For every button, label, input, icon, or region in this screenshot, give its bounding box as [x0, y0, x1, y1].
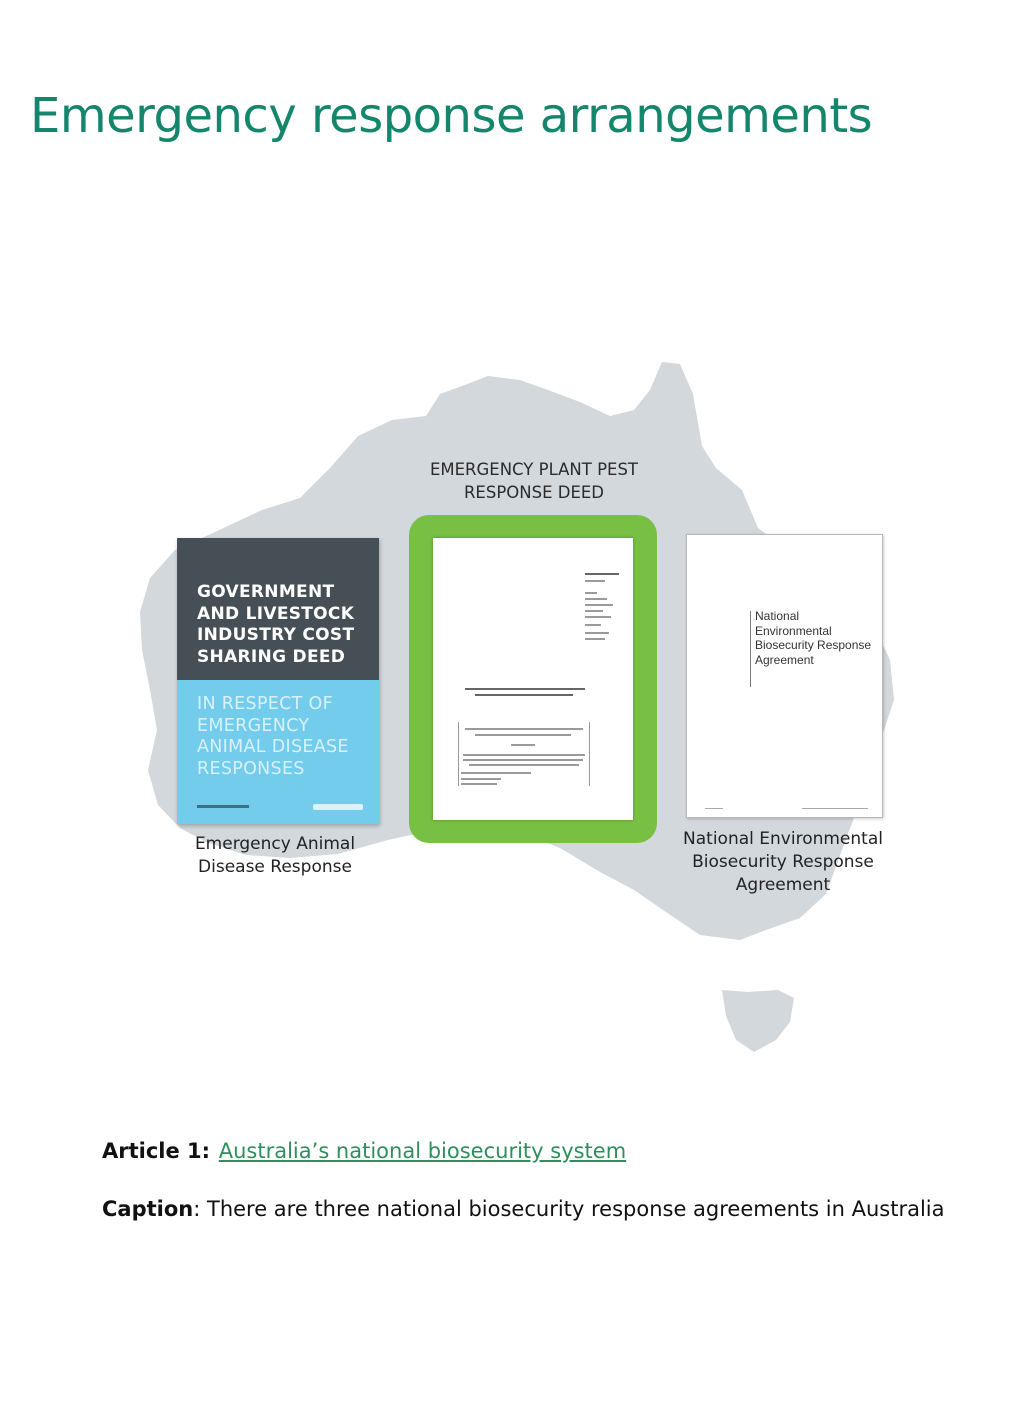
- animal-cover-bottom: [177, 680, 379, 824]
- page-title: Emergency response arrangements: [30, 88, 873, 144]
- nebra-label: National Environmental Biosecurity Response Agreement: [683, 829, 883, 895]
- nebra-cover-title: National Environmental Biosecurity Response Agreement: [755, 609, 872, 667]
- animal-cover-version-line: [197, 805, 249, 808]
- article-reference: [102, 1139, 626, 1163]
- animal-disease-deed-cover: [177, 538, 379, 824]
- nebra-cover-rule: [750, 611, 751, 687]
- caption-label: Caption: [102, 1197, 194, 1221]
- article-label: Article 1:: [102, 1139, 211, 1163]
- plant-pest-deed-cover: [433, 538, 633, 820]
- animal-cover-top: [177, 538, 379, 680]
- biosecurity-agreements-figure: [0, 350, 1024, 1070]
- plant-pest-deed-heading: EMERGENCY PLANT PEST RESPONSE DEED: [429, 460, 639, 502]
- article-link[interactable]: Australia’s national biosecurity system: [218, 1139, 627, 1163]
- caption-text: : There are three national biosecurity response agreements in Australia: [193, 1197, 945, 1221]
- animal-cover-subtitle: IN RESPECT OF EMERGENCY ANIMAL DISEASE RESPONSES: [197, 694, 349, 779]
- animal-disease-label: Emergency Animal Disease Response: [194, 834, 356, 877]
- figure-caption: [102, 1197, 945, 1221]
- nebra-agreement-cover: [686, 534, 883, 818]
- animal-cover-title: GOVERNMENT AND LIVESTOCK INDUSTRY COST SHARING DEED: [197, 582, 355, 667]
- animal-health-logo-icon: [313, 804, 363, 810]
